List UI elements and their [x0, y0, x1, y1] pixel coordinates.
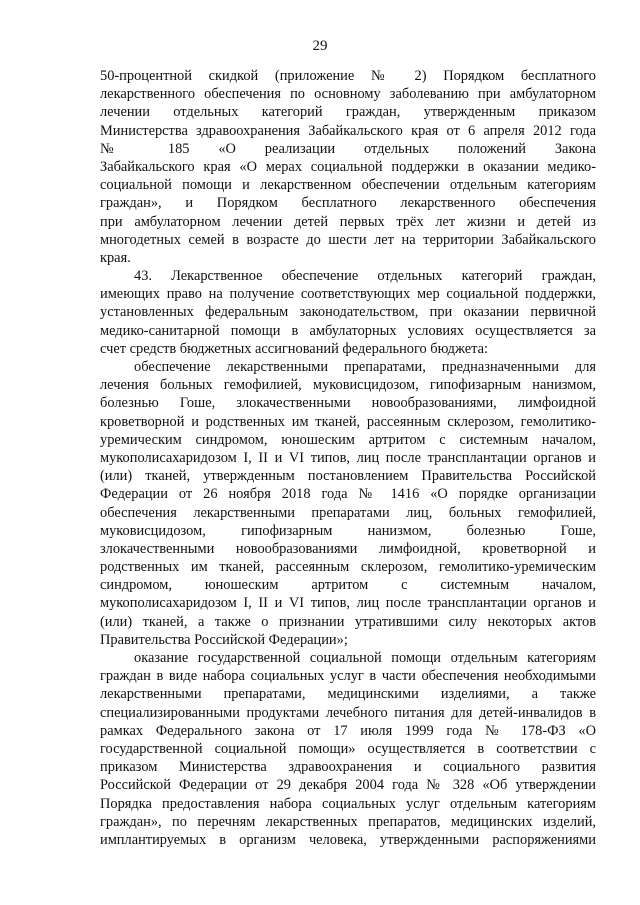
text-line: мукополисахаридозом I, II и VI типов, лиц после трансплантации органов и: [100, 449, 596, 466]
text-line: уремическим синдромом, юношеским артритом с системным началом,: [100, 431, 596, 448]
text-line: Российской Федерации от 29 декабря 2004 года № 328 «Об утверждении: [100, 777, 596, 794]
text-line: граждан», по перечням лекарственных препаратов, медицинских изделий,: [100, 813, 596, 830]
text-line: обеспечение лекарственными препаратами, предназначенными для: [134, 359, 596, 375]
text-line: обеспечения лекарственными препаратами лиц, больных гемофилией,: [100, 504, 596, 521]
text-line: (или) тканей, а также о признании утратившими силу некоторых актов: [100, 613, 596, 630]
text-line: края.: [100, 249, 131, 266]
text-line: оказание государственной социальной помощи отдельным категориям: [134, 650, 596, 666]
text-line: при амбулаторном лечении детей первых трёх лет жизни и детей из: [100, 213, 596, 230]
text-line: специализированными продуктами лечебного питания для детей-инвалидов в: [100, 704, 596, 721]
text-line: 50-процентной скидкой (приложение № 2) Порядком бесплатного: [100, 68, 596, 84]
text-line: Порядка предоставления набора социальных услуг отдельным категориям: [100, 795, 596, 812]
text-line: Забайкальского края «О мерах социальной поддержки в оказании медико-: [100, 158, 596, 175]
text-line: (или) тканей, утвержденным постановлением Правительства Российской: [100, 468, 596, 485]
text-line: социальной помощи и лекарственном обеспечении отдельным категориям: [100, 177, 596, 194]
text-line: граждан», и Порядком бесплатного лекарственного обеспечения: [100, 195, 596, 212]
text-line: рамках Федерального закона от 17 июля 1999 года № 178-ФЗ «О: [100, 722, 596, 739]
text-line: мукополисахаридозом I, II и VI типов, лиц после трансплантации органов и: [100, 595, 596, 612]
text-line: лечения больных гемофилией, муковисцидозом, гипофизарным нанизмом,: [100, 377, 596, 394]
text-line: медико-санитарной помощи в амбулаторных условиях осуществляется за: [100, 322, 596, 339]
text-line: родственных им тканей, рассеянным склерозом, гемолитико-уремическим: [100, 559, 596, 576]
text-line: установленных федеральным законодательством, при оказании первичной: [100, 304, 596, 321]
text-line: синдромом, юношеским артритом с системным началом,: [100, 577, 596, 594]
text-line: лекарственного обеспечения по основному заболеванию при амбулаторном: [100, 86, 596, 103]
text-line: приказом Министерства здравоохранения и социального развития: [100, 759, 596, 776]
text-line: № 185 «О реализации отдельных положений Закона: [100, 140, 596, 157]
text-line: муковисцидозом, гипофизарным нанизмом, болезнью Гоше,: [100, 522, 596, 539]
text-line: государственной социальной помощи» осуществляется в соответствии с: [100, 740, 596, 757]
text-line: граждан в виде набора социальных услуг в части обеспечения необходимыми: [100, 668, 596, 685]
text-line: имплантируемых в организм человека, утвержденными распоряжениями: [100, 831, 596, 848]
text-line: Федерации от 26 ноября 2018 года № 1416 «О порядке организации: [100, 486, 596, 503]
text-line: многодетных семей в возрасте до шести лет на территории Забайкальского: [100, 231, 596, 248]
text-line: имеющих право на получение соответствующих мер социальной поддержки,: [100, 286, 596, 303]
text-line: злокачественными новообразованиями лимфоидной, кроветворной и: [100, 540, 596, 557]
body-text: [100, 67, 596, 849]
text-line: кроветворной и родственных им тканей, рассеянным склерозом, гемолитико-: [100, 413, 596, 430]
page-number: 29: [312, 38, 328, 54]
text-line: Министерства здравоохранения Забайкальского края от 6 апреля 2012 года: [100, 122, 596, 139]
text-line: 43. Лекарственное обеспечение отдельных категорий граждан,: [134, 268, 596, 285]
text-line: лекарственными препаратами, медицинскими изделиями, а также: [100, 686, 596, 703]
text-line: лечении отдельных категорий граждан, утвержденным приказом: [100, 104, 596, 121]
text-line: болезнью Гоше, злокачественными новообразованиями, лимфоидной: [100, 395, 596, 412]
text-line: Правительства Российской Федерации»;: [100, 631, 348, 648]
text-line: счет средств бюджетных ассигнований федерального бюджета:: [100, 340, 488, 357]
